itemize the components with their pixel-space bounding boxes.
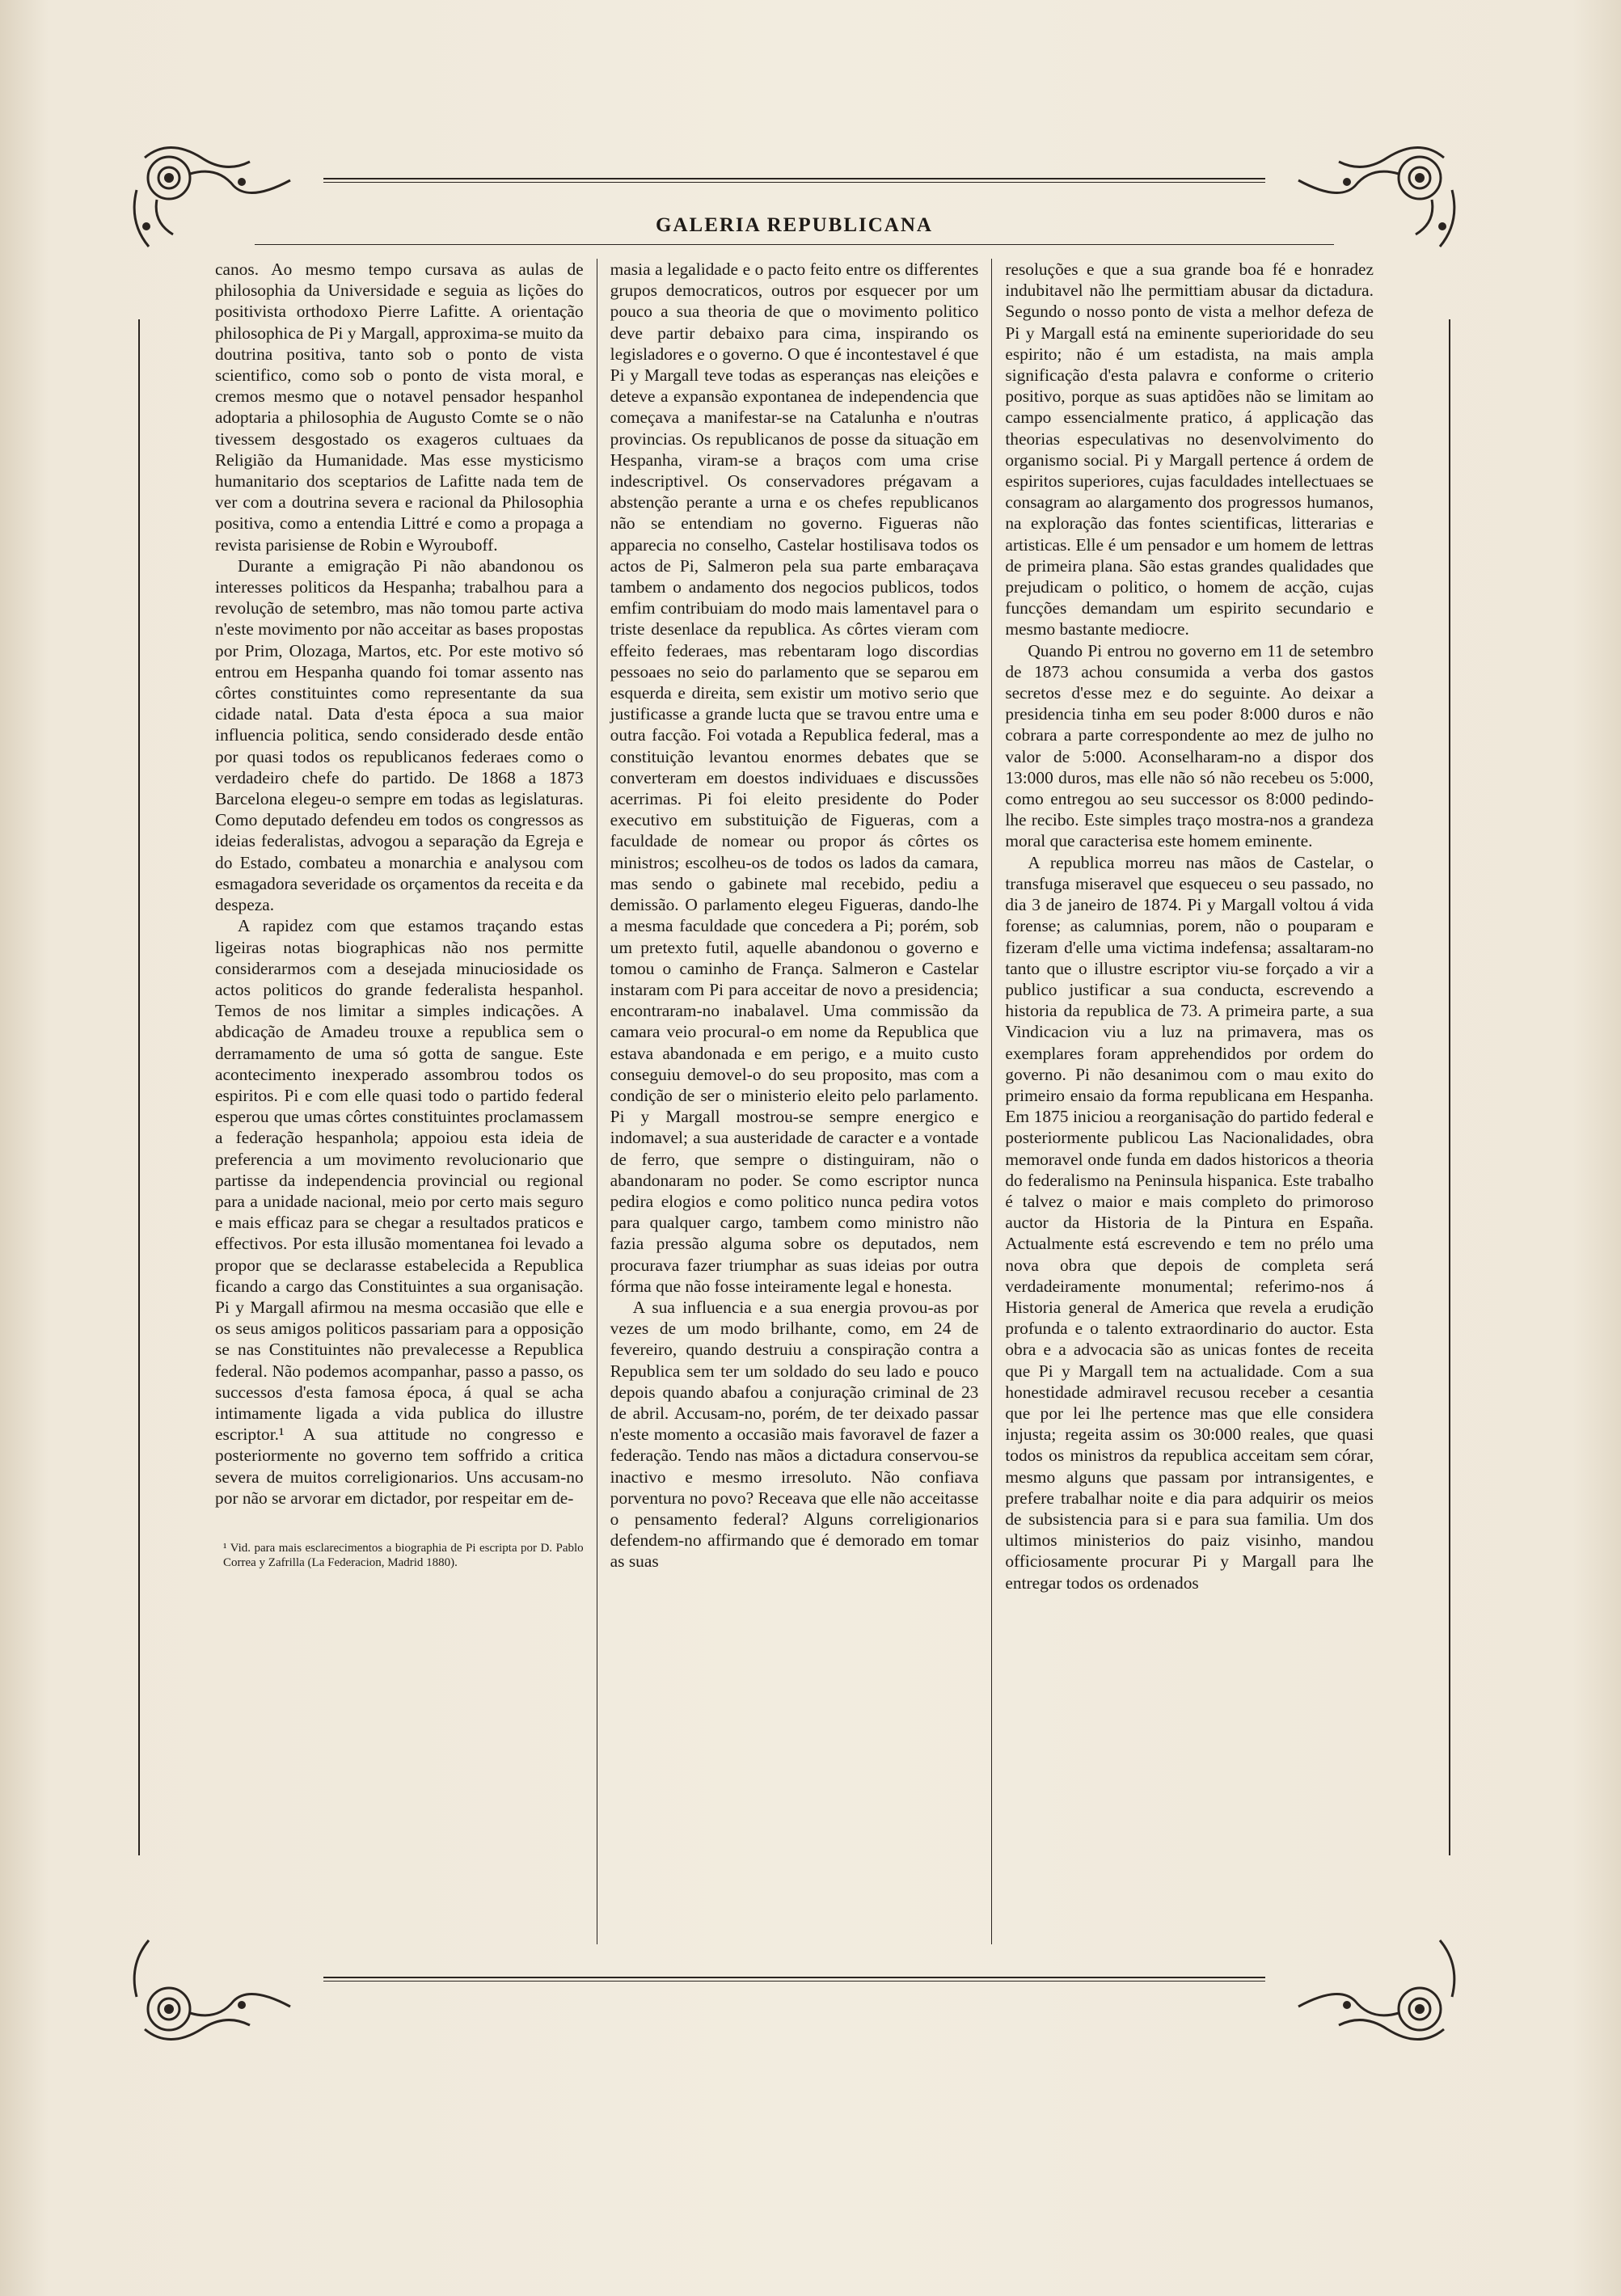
left-border-rule	[138, 319, 140, 1855]
footnote: ¹ Vid. para mais esclarecimentos a biographia de Pi escripta por D. Pablo Correa y Zafrilla (La Federacion, Madrid 1880).	[223, 1541, 584, 1569]
paragraph: canos. Ao mesmo tempo cursava as aulas de philosophia da Universidade e seguia as lições do positivista orthodoxo Pierre Lafitte. A orientação philosophica de Pi y Margall, approxima-se muito da doutrina positiva, tanto sob o ponto de vista scientifico, como sob o ponto de vista moral, e cremos mesmo que o notavel pensador hespanhol adoptaria a philosophia de Augusto Comte se o não tivessem desgostado os exageros cultuaes da Religião da Humanidade. Mas esse mysticismo humanitario dos sceptarios de Lafitte nada tem de ver com a doutrina severa e racional da Philosophia positiva, como a entendia Littré e como a propaga a revista parisiense de Robin e Wyrouboff.	[215, 260, 584, 555]
paragraph: A sua influencia e a sua energia provou-as por vezes de um modo brilhante, como, em 24 de fevereiro, quando destruiu a conspiração contra a Republica sem ter um soldado do seu lado e pouco depois quando abafou a conjuração criminal de 23 de abril. Accusam-no, porém, de ter deixado passar n'este momento a occasião mais favoravel de fazer a federação. Tendo nas mãos a dictadura conservou-se inactivo e mesmo irresoluto. Não confiava porventura no povo? Receava que elle não acceitasse o pensamento federal? Alguns correligionarios defendem-no affirmando que é demorado em tomar as suas	[610, 1297, 979, 1572]
paragraph: Quando Pi entrou no governo em 11 de setembro de 1873 achou consumida a verba dos gastos secretos d'esse mez e do seguinte. Ao deixar a presidencia tinha em seu poder 8:000 duros e não cobrara a parte correspondente ao mez de julho no valor de 5:000. Aconselharam-no a dispor dos 13:000 duros, mas elle não só não recebeu os 5:000, como entregou ao seu successor os 8:000 pedindo-lhe recibo. Este simples traço mostra-nos a grandeza moral que caracterisa este homem eminente.	[1005, 640, 1374, 851]
column-2	[597, 259, 992, 1944]
top-border-rule	[323, 178, 1265, 183]
paragraph: A rapidez com que estamos traçando estas ligeiras notas biographicas não nos permitte considerarmos com a desejada minuciosidade os actos politicos do grande federalista hespanhol. Temos de nos limitar a simples indicações. A abdicação de Amadeu trouxe a republica sem o derramamento de uma só gotta de sangue. Este acontecimento inexperado assombrou todos os espiritos. Pi e com elle quasi todo o partido federal esperou que umas côrtes constituintes proclamassem a federação hespanhola; appoiou esta ideia de preferencia a um movimento revolucionario que partisse da independencia provincial ou regional para a unidade nacional, meio por certo mais seguro e mais efficaz para se chegar a resultados praticos e effectivos. Por esta illusão momentanea foi levado a propor que se declarasse estabelecida a Republica ficando a cargo das Constituintes a sua organisação. Pi y Margall afirmou na mesma occasião que elle e os seus amigos politicos passariam para a opposição se nas Constituintes não prevalecesse a Republica federal. Não podemos acompanhar, passo a passo, os successos d'esta famosa época, á qual se acha intimamente ligada a vida publica do illustre escriptor.¹ A sua attitude no congresso e posteriormente no governo tem soffrido a critica severa de muitos correligionarios. Uns accusam-no por não se arvorar em dictador, por respeitar em de-	[215, 916, 584, 1508]
column-1	[202, 259, 597, 1944]
page-frame	[133, 141, 1455, 2033]
paragraph: masia a legalidade e o pacto feito entre os differentes grupos democraticos, outros por esquecer por um pouco a sua theoria de que o movimento politico deve partir debaixo para cima, inspirando os legisladores e o governo. O que é incontestavel é que Pi y Margall teve todas as esperanças nas eleições e deteve a expansão expontanea de independencia que começava a manifestar-se na Catalunha e n'outras provincias. Os republicanos de posse da situação em Hespanha, viram-se a braços com uma crise indescriptivel. Os conservadores prégavam a abstenção perante a urna e os chefes republicanos não se entendiam no governo. Figueras não apparecia no conselho, Castelar hostilisava todos os actos de Pi, Salmeron pela sua parte embaraçava tambem o andamento dos negocios publicos, todos emfim contribuiam do modo mais lamentavel para o triste desenlace da republica. As côrtes vieram com effeito federaes, mas rebentaram logo discordias pessoaes no seio do parlamento que se separou em esquerda e direita, sem existir um motivo serio que justificasse a grande lucta que se travou entre uma e outra facção. Foi votada a Republica federal, mas a constituição levantou enormes debates que se converteram em doestos individuaes e discussões acerrimas. Pi foi eleito presidente do Poder executivo em substituição de Figueras, com a faculdade de nomear ou propor ás côrtes os ministros; escolheu-os de todos os lados da camara, mas sendo o gabinete mal recebido, pediu a demissão. O parlamento elegeu Figueras, dando-lhe a mesma faculdade que concedera a Pi; porém, sob um pretexto futil, aquelle abandonou o governo e tomou o caminho de França. Salmeron e Castelar instaram com Pi para acceitar de novo a presidencia; encontraram-no inabalavel. Uma commissão da camara veio procural-o em nome da Republica que estava abandonada e em perigo, e a muito custo conseguiu demovel-o do seu proposito, mas com a condição de ser o ministerio eleito pelo parlamento. Pi y Margall mostrou-se sempre energico e indomavel; a sua austeridade de caracter e a vontade de ferro, que sempre o distinguiram, não o abandonaram no poder. Se como escriptor nunca pedira elogios e como politico nunca pedira votos para qualquer cargo, tambem como ministro não fazia pressão alguma sobre os deputados, nem procurava fazer triumphar as suas ideias por outra fórma que não fosse inteiramente legal e honesta.	[610, 260, 979, 1296]
column-3	[991, 259, 1387, 1944]
text-columns	[202, 259, 1387, 1944]
paragraph: A republica morreu nas mãos de Castelar, o transfuga miseravel que esqueceu o seu passado, no dia 3 de janeiro de 1874. Pi y Margall voltou á vida forense; as calumnias, porem, não o pouparam e fizeram d'elle uma victima indefensa; assaltaram-no tanto que o illustre escriptor viu-se forçado a vir a publico justificar a sua conducta, escrevendo a historia da republica de 73. A primeira parte, a sua Vindicacion viu a luz na primavera, mas os exemplares foram apprehendidos por ordem do governo. Pi não desanimou com o mau exito do primeiro ensaio da forma republicana em Hespanha. Em 1875 iniciou a reorganisação do partido federal e posteriormente publicou Las Nacionalidades, obra memoravel onde funda em dados historicos a theoria do federalismo na Peninsula hispanica. Este trabalho é talvez o maior e mais completo do primoroso auctor da Historia de la Pintura en España. Actualmente está escrevendo e tem no prélo uma nova obra que depois de completa será verdadeiramente monumental; referimo-nos á Historia general de America que revela a erudição profunda e o talento extraordinario do auctor. Esta obra e a advocacia são as unicas fontes de receita que Pi y Margall tem na actualidade. Com a sua honestidade admiravel recusou receber a cesantia que por lei lhe pertence mas que elle considera injusta; regeita assim os 30:000 reales, que quasi todos os ministros da republica acceitam sem córar, mesmo alguns que passam por intransigentes, e prefere trabalhar noite e dia para adquirir os meios de subsistencia para si e para sua familia. Um dos ultimos ministerios do paiz visinho, mandou officiosamente procurar Pi y Margall para lhe entregar todos os ordenados	[1005, 852, 1374, 1593]
paragraph: Durante a emigração Pi não abandonou os interesses politicos da Hespanha; trabalhou para a revolução de setembro, mas não tomou parte activa n'este movimento por não acceitar as bases propostas por Prim, Olozaga, Martos, etc. Por este motivo só entrou em Hespanha quando foi tomar assento nas côrtes constituintes como representante da sua cidade natal. Data d'esta época a sua maior influencia politica, sendo considerado desde então por quasi todos os republicanos federaes como o verdadeiro chefe do partido. De 1868 a 1873 Barcelona elegeu-o sempre em todas as legislaturas. Como deputado defendeu em todos os congressos as ideias federalistas, advogou a separação da Egreja e do Estado, combateu a monarchia e analysou com esmagadora severidade os orçamentos da receita e da despeza.	[215, 555, 584, 915]
right-border-rule	[1449, 319, 1450, 1855]
bottom-border-rule	[323, 1977, 1265, 1982]
running-header: GALERIA REPUBLICANA	[656, 214, 933, 236]
paragraph: resoluções e que a sua grande boa fé e honradez indubitavel não lhe permittiam abusar da dictadura. Segundo o nosso ponto de vista a melhor defeza de Pi y Margall está na eminente superioridade do seu espirito; não é um estadista, na mais ampla significação d'esta palavra e conforme o criterio positivo, porque as suas aptidões não se limitam ao campo essencialmente pratico, á applicação das theorias especulativas no desenvolvimento do organismo social. Pi y Margall pertence á ordem de espiritos superiores, cujas faculdades intellectuaes se consagram ao alargamento dos progressos humanos, na exploração das fontes scientificas, litterarias e artisticas. Elle é um pensador e um homem de lettras de primeira plana. São estas grandes qualidades que prejudicam o politico, o homem de acção, cujas funcções demandam um espirito secundario e mesmo bastante mediocre.	[1005, 260, 1374, 639]
header-divider	[255, 244, 1334, 245]
